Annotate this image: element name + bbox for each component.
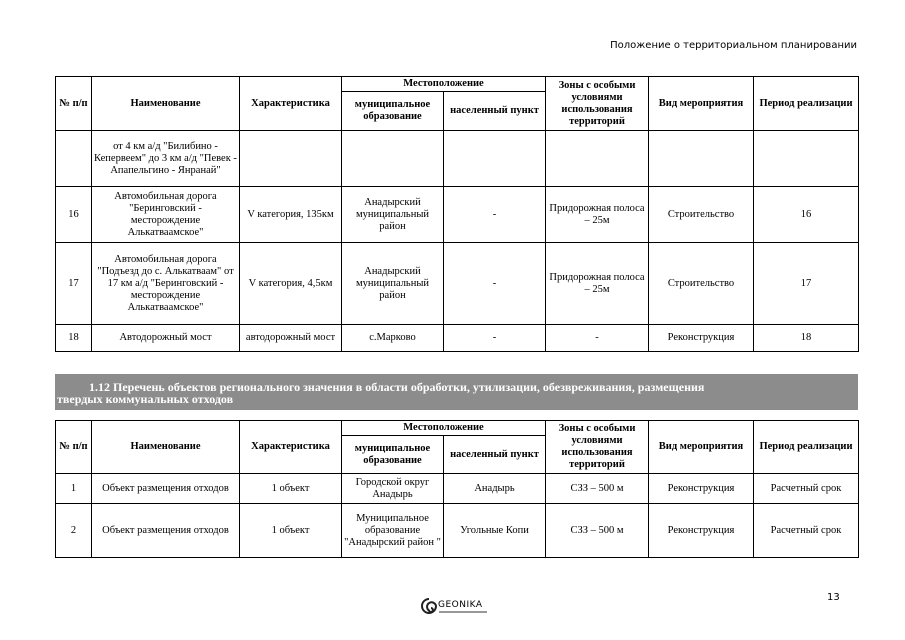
cell-num: 16 — [56, 187, 92, 243]
cell-period: Расчетный срок — [754, 504, 859, 558]
cell-name: Автомобильная дорога "Подъезд до с. Алькатваам" от 17 км а/д "Беринговский - месторождение Алькатваамское" — [92, 243, 240, 325]
cell-period — [754, 131, 859, 187]
cell-num — [56, 131, 92, 187]
table-row — [56, 243, 859, 325]
cell-period: 16 — [754, 187, 859, 243]
col-zones-header: Зоны с особыми условиями использования территорий — [546, 77, 649, 131]
waste-table — [55, 420, 859, 558]
table-row — [56, 474, 859, 504]
col-settlement-header: населенный пункт — [444, 436, 546, 474]
cell-num: 17 — [56, 243, 92, 325]
cell-municipality: Анадырский муниципальный район — [342, 187, 444, 243]
cell-municipality — [342, 131, 444, 187]
cell-characteristic: автодорожный мост — [240, 325, 342, 352]
cell-measure: Строительство — [649, 187, 754, 243]
cell-municipality: Анадырский муниципальный район — [342, 243, 444, 325]
header-row — [56, 421, 859, 436]
col-characteristic-header: Характеристика — [240, 77, 342, 131]
logo-tagline — [439, 611, 487, 613]
cell-measure: Строительство — [649, 243, 754, 325]
spiral-logo-icon — [420, 597, 438, 615]
col-num-header: № п/п — [56, 77, 92, 131]
col-period-header: Период реализации — [754, 421, 859, 474]
table-row — [56, 187, 859, 243]
cell-measure: Реконструкция — [649, 325, 754, 352]
section-heading — [55, 374, 858, 410]
col-settlement-header: населенный пункт — [444, 92, 546, 131]
cell-settlement: Анадырь — [444, 474, 546, 504]
col-location-header: Местоположение — [342, 77, 546, 92]
cell-settlement: - — [444, 243, 546, 325]
cell-name: Автодорожный мост — [92, 325, 240, 352]
table-row — [56, 131, 859, 187]
col-name-header: Наименование — [92, 77, 240, 131]
page-number: 13 — [827, 592, 840, 603]
cell-characteristic: V категория, 135км — [240, 187, 342, 243]
cell-zones: СЗЗ – 500 м — [546, 474, 649, 504]
cell-zones: Придорожная полоса – 25м — [546, 187, 649, 243]
col-measure-header: Вид мероприятия — [649, 421, 754, 474]
cell-settlement: - — [444, 187, 546, 243]
cell-measure: Реконструкция — [649, 474, 754, 504]
cell-measure: Реконструкция — [649, 504, 754, 558]
logo-text: GEONIKA — [438, 600, 483, 610]
cell-zones: СЗЗ – 500 м — [546, 504, 649, 558]
col-name-header: Наименование — [92, 421, 240, 474]
col-location-header: Местоположение — [342, 421, 546, 436]
cell-settlement: Угольные Копи — [444, 504, 546, 558]
cell-zones — [546, 131, 649, 187]
footer-logo — [420, 597, 490, 619]
col-zones-header: Зоны с особыми условиями использования территорий — [546, 421, 649, 474]
cell-characteristic: V категория, 4,5км — [240, 243, 342, 325]
col-num-header: № п/п — [56, 421, 92, 474]
cell-measure — [649, 131, 754, 187]
cell-municipality: Муниципальное образование "Анадырский район " — [342, 504, 444, 558]
cell-municipality: с.Марково — [342, 325, 444, 352]
cell-period: 18 — [754, 325, 859, 352]
col-measure-header: Вид мероприятия — [649, 77, 754, 131]
cell-settlement — [444, 131, 546, 187]
cell-characteristic: 1 объект — [240, 474, 342, 504]
col-municipality-header: муниципальное образование — [342, 436, 444, 474]
section-heading-line1: 1.12 Перечень объектов регионального значения в области обработки, утилизации, обезвреживания, размещения — [89, 380, 705, 394]
cell-settlement: - — [444, 325, 546, 352]
cell-zones: Придорожная полоса – 25м — [546, 243, 649, 325]
cell-num: 1 — [56, 474, 92, 504]
roads-table — [55, 76, 859, 352]
cell-name: Объект размещения отходов — [92, 504, 240, 558]
table-row — [56, 504, 859, 558]
cell-num: 2 — [56, 504, 92, 558]
cell-characteristic — [240, 131, 342, 187]
col-period-header: Период реализации — [754, 77, 859, 131]
cell-name: от 4 км а/д "Билибино - Кепервеем" до 3 км а/д "Певек - Апапельгино - Янранай" — [92, 131, 240, 187]
cell-name: Автомобильная дорога "Беринговский - месторождение Алькатваамское" — [92, 187, 240, 243]
cell-characteristic: 1 объект — [240, 504, 342, 558]
cell-municipality: Городской округ Анадырь — [342, 474, 444, 504]
col-characteristic-header: Характеристика — [240, 421, 342, 474]
page-header-title: Положение о территориальном планировании — [610, 40, 857, 51]
table-row — [56, 325, 859, 352]
cell-period: Расчетный срок — [754, 474, 859, 504]
col-municipality-header: муниципальное образование — [342, 92, 444, 131]
header-row — [56, 77, 859, 92]
cell-name: Объект размещения отходов — [92, 474, 240, 504]
cell-period: 17 — [754, 243, 859, 325]
section-heading-line2: твердых коммунальных отходов — [57, 392, 234, 406]
cell-zones: - — [546, 325, 649, 352]
cell-num: 18 — [56, 325, 92, 352]
